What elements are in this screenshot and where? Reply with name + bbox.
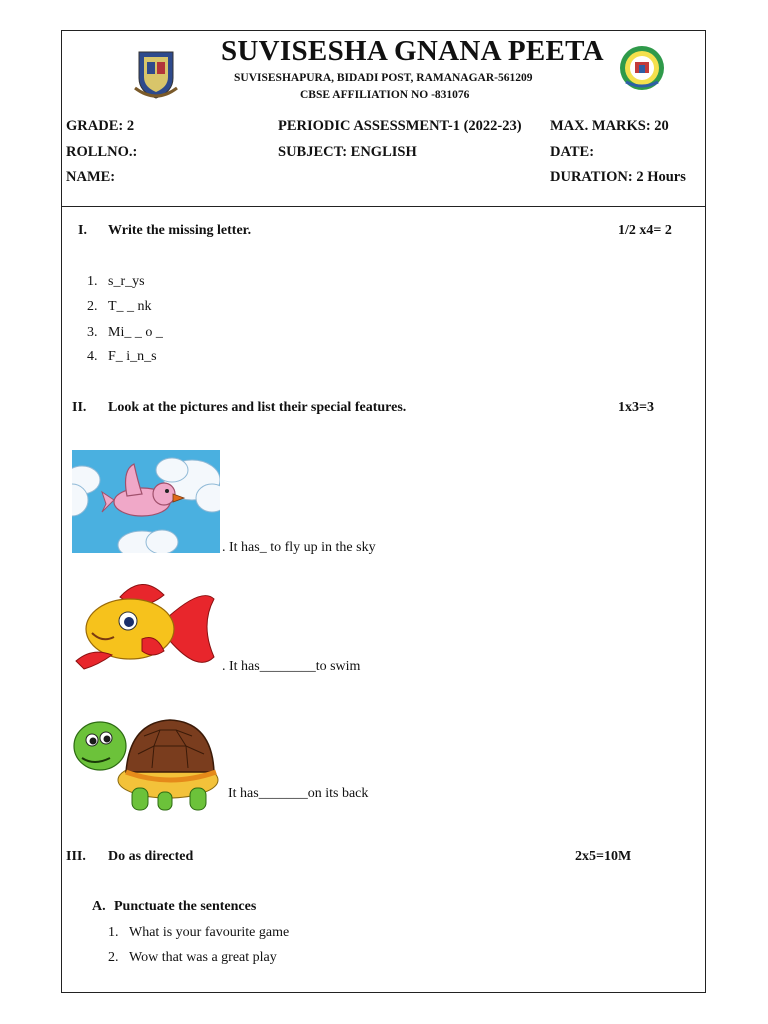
subject-label: SUBJECT: ENGLISH bbox=[278, 144, 417, 160]
q1-item: Mi_ _ o _ bbox=[108, 325, 163, 340]
q1-title: Write the missing letter. bbox=[108, 223, 252, 238]
q1-number: I. bbox=[78, 223, 87, 238]
bird-image bbox=[72, 450, 220, 553]
q2-marks: 1x3=3 bbox=[618, 400, 654, 415]
q3-item-number: 2. bbox=[108, 950, 119, 965]
cbse-affiliation: CBSE AFFILIATION NO -831076 bbox=[300, 89, 470, 101]
q1-item: s_r_ys bbox=[108, 274, 145, 289]
q1-item-number: 3. bbox=[87, 325, 98, 340]
q1-item-number: 1. bbox=[87, 274, 98, 289]
q2-item-text: . It has________to swim bbox=[222, 659, 361, 674]
q3-item-number: 1. bbox=[108, 925, 119, 940]
assessment-label: PERIODIC ASSESSMENT-1 (2022-23) bbox=[278, 118, 522, 134]
rollno-label: ROLLNO.: bbox=[66, 144, 138, 160]
q3-sub-a-title: Punctuate the sentences bbox=[114, 899, 257, 914]
q1-item-number: 2. bbox=[87, 299, 98, 314]
header-divider bbox=[62, 206, 705, 207]
q1-item-number: 4. bbox=[87, 349, 98, 364]
name-label: NAME: bbox=[66, 169, 116, 185]
fish-image bbox=[72, 577, 222, 679]
duration-label: DURATION: 2 Hours bbox=[550, 169, 686, 185]
grade-label: GRADE: 2 bbox=[66, 118, 135, 134]
school-name: SUVISESHA GNANA PEETA bbox=[221, 35, 604, 67]
q1-item: F_ i_n_s bbox=[108, 349, 157, 364]
turtle-image bbox=[72, 706, 224, 818]
q3-number: III. bbox=[66, 849, 86, 864]
q2-item-text: . It has_ to fly up in the sky bbox=[222, 540, 376, 555]
date-label: DATE: bbox=[550, 144, 595, 160]
q1-item: T_ _ nk bbox=[108, 299, 152, 314]
q3-marks: 2x5=10M bbox=[575, 849, 632, 864]
q2-item-text: It has_______on its back bbox=[228, 786, 369, 801]
school-emblem-right bbox=[618, 44, 666, 92]
q2-title: Look at the pictures and list their special features. bbox=[108, 400, 407, 415]
q3-item: What is your favourite game bbox=[129, 925, 290, 940]
q1-marks: 1/2 x4= 2 bbox=[618, 223, 672, 238]
q2-number: II. bbox=[72, 400, 87, 415]
q3-item: Wow that was a great play bbox=[129, 950, 277, 965]
q3-title: Do as directed bbox=[108, 849, 194, 864]
school-crest-left bbox=[133, 48, 179, 102]
max-marks-label: MAX. MARKS: 20 bbox=[550, 118, 669, 134]
school-address: SUVISESHAPURA, BIDADI POST, RAMANAGAR-561209 bbox=[234, 72, 533, 84]
q3-sub-a-label: A. bbox=[92, 899, 106, 914]
